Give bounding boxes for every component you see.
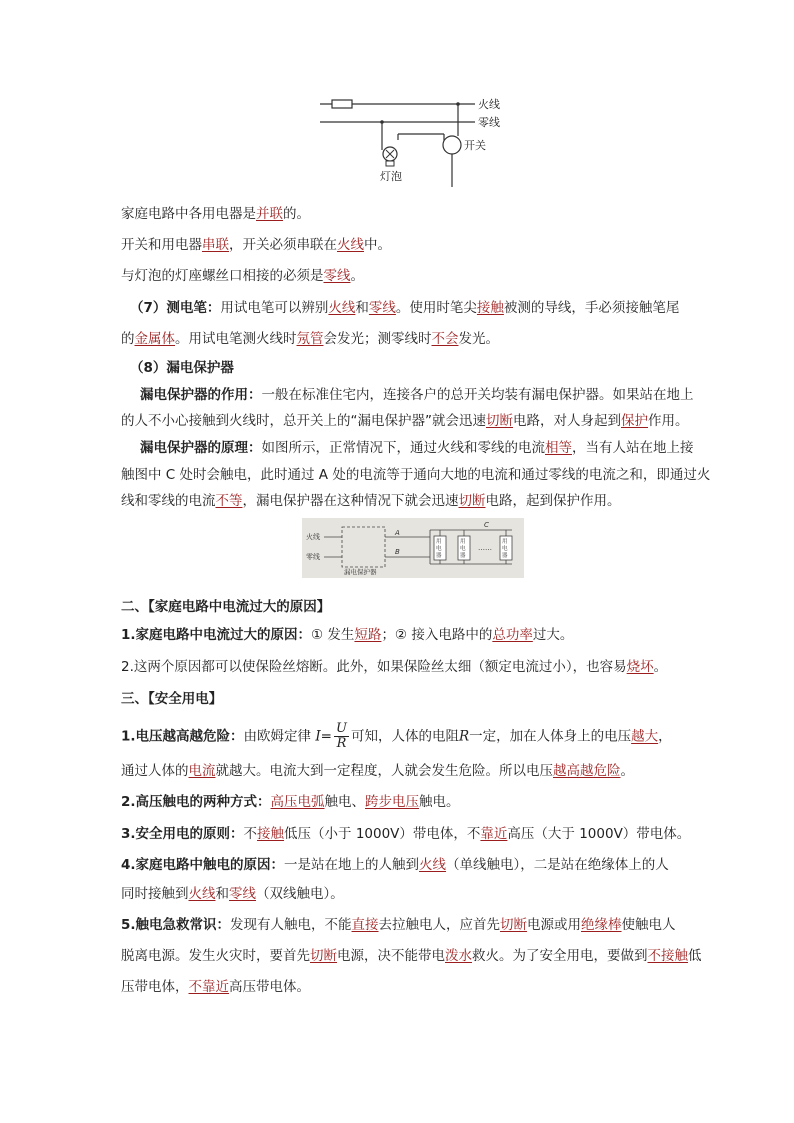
text: 低压（小于 1000V）带电体，不: [284, 826, 481, 842]
paragraph-fuse: [121, 656, 695, 678]
answer-text: 切断: [486, 413, 513, 429]
paragraph-parallel: [121, 203, 695, 225]
heading: 1.电压越高越危险：: [121, 728, 244, 745]
heading: 5.触电急救常识：: [121, 917, 231, 933]
answer-text: 火线: [419, 857, 447, 873]
text: ，开关必须串联在: [229, 237, 337, 253]
appliance-label: 电: [436, 546, 442, 552]
text: （单线触电），二是站在绝缘体上的人: [446, 857, 669, 873]
text: 。使用时笔尖: [395, 300, 477, 316]
text: 发光。: [458, 331, 499, 347]
text: 作用。: [648, 413, 689, 429]
text: 家庭电路中各用电器是: [121, 206, 256, 222]
text: 和: [355, 300, 369, 316]
bulb-symbol: [383, 147, 397, 166]
answer-text: 金属体: [134, 331, 175, 347]
answer-text: 接触: [257, 826, 285, 842]
paragraph-safety-principle: [121, 823, 695, 845]
bulb-label: 灯泡: [380, 170, 402, 183]
answer-text: 跨步电压: [365, 794, 420, 810]
answer-text: 零线: [229, 886, 256, 902]
text: 的人不小心接触到火线时，总开关上的“漏电保护器”就会迅速: [121, 413, 486, 429]
paragraph-protector-principle: [140, 437, 714, 459]
paragraph-first-aid: [121, 914, 695, 936]
answer-text: 直接: [351, 917, 379, 933]
answer-text: 泼水: [445, 948, 472, 964]
answer-text: 不接触: [647, 948, 688, 964]
heading: 漏电保护器的作用：: [140, 387, 262, 403]
text: 线和零线的电流: [121, 493, 216, 509]
answer-text: 零线: [323, 268, 351, 284]
heading: 3.安全用电的原则：: [121, 826, 244, 842]
text: 电路，对人身起到: [513, 413, 621, 429]
answer-text: 零线: [368, 300, 396, 316]
paragraph-first-aid-cont: [121, 945, 702, 967]
text: 过大。: [532, 627, 574, 643]
answer-text: 靠近: [480, 826, 508, 842]
appliance-label: 用: [502, 539, 508, 545]
equation-symbol: =: [320, 728, 332, 745]
answer-text: 火线: [188, 886, 216, 902]
leakage-protector-diagram: [302, 518, 524, 578]
appliance-label: 用: [460, 539, 466, 545]
answer-text: 电流: [188, 763, 216, 779]
paragraph-current-causes: [121, 624, 695, 646]
switch-symbol: [443, 136, 461, 154]
text: 就越大。电流大到一定程度，人就会发生危险。所以电压: [215, 763, 553, 779]
text: 中。: [364, 237, 391, 253]
section-title-current-too-large: 二、【家庭电路中电流过大的原因】: [121, 599, 331, 615]
answer-text: 切断: [310, 948, 337, 964]
answer-text: 不会: [431, 331, 459, 347]
text: 触图中 C 处时会触电，此时通过 A 处的电流等于通向大地的电流和通过零线的电流之和，即通过火: [121, 467, 711, 483]
text: 不: [243, 826, 258, 842]
subheading-leakage-protector: （8）漏电保护器: [130, 360, 234, 376]
fraction-denominator: R: [336, 736, 347, 751]
point-c-label: C: [484, 521, 489, 529]
text: 用试电笔可以辨别: [220, 300, 329, 316]
answer-text: 切断: [500, 917, 528, 933]
answer-text: 越大: [631, 728, 659, 745]
paragraph-voltage-danger: [121, 722, 695, 751]
heading: 4.家庭电路中触电的原因：: [121, 857, 285, 873]
answer-text: 烧坏: [626, 659, 654, 675]
text: 救火。为了安全用电，要做到: [472, 948, 648, 964]
text: 高压（大于 1000V）带电体。: [507, 826, 691, 842]
text: 发现有人触电，不能: [230, 917, 352, 933]
text: 触电。: [419, 794, 460, 810]
answer-text: 总功率: [492, 627, 533, 643]
fire-wire-label: 火线: [306, 533, 320, 541]
text: 通过人体的: [121, 763, 189, 779]
heading: 2.高压触电的两种方式：: [121, 794, 271, 810]
answer-text: 并联: [256, 206, 283, 222]
appliance-label: 器: [436, 553, 442, 559]
equation-symbol: R: [458, 728, 470, 745]
paragraph-first-aid-cont2: [121, 976, 695, 998]
answer-text: 绝缘棒: [581, 917, 622, 933]
point-a-label: A: [395, 529, 400, 537]
text: ；② 接入电路中的: [381, 627, 493, 643]
fire-wire-label: 火线: [478, 98, 500, 111]
paragraph-lamp-socket: [121, 265, 695, 287]
answer-text: 火线: [337, 237, 364, 253]
neutral-wire-label: 零线: [478, 116, 500, 129]
paragraph-protector-principle-cont2: [121, 490, 695, 512]
appliance-label: 用: [436, 539, 442, 545]
answer-text: 串联: [202, 237, 229, 253]
text: 低: [688, 948, 702, 964]
text: 。: [350, 268, 364, 284]
text: ，: [658, 728, 672, 745]
text: 。: [653, 659, 668, 675]
protector-label: 漏电保护器: [344, 568, 377, 576]
text: 被测的导线，手必须接触笔尾: [503, 300, 680, 316]
text: 开关和用电器: [121, 237, 202, 253]
fraction-numerator: U: [335, 721, 347, 736]
paragraph-shock-causes-cont: [121, 883, 695, 905]
text: 。用试电笔测火线时: [175, 331, 297, 347]
text: 一般在标准住宅内，连接各户的总开关均装有漏电保护器。如果站在地上: [261, 387, 694, 403]
heading: 1.家庭电路中电流过大的原因：: [121, 627, 312, 643]
appliance-label: 电: [460, 546, 466, 552]
text: 压带电体，: [121, 979, 189, 995]
point-b-label: B: [395, 548, 400, 556]
text: 的: [121, 331, 135, 347]
appliance-label: 电: [502, 546, 508, 552]
text: 一定，加在人体身上的电压: [469, 728, 632, 745]
appliance-label: 器: [502, 553, 508, 559]
text: 脱离电源。发生火灾时，要首先: [121, 948, 310, 964]
appliance-label: 器: [460, 553, 466, 559]
text: 电源或用: [527, 917, 582, 933]
answer-text: 火线: [328, 300, 356, 316]
fuse-symbol: [332, 100, 352, 108]
answer-text: 氖管: [296, 331, 324, 347]
lamp-switch-circuit-diagram: [310, 92, 530, 192]
paragraph-shock-causes: [121, 854, 695, 876]
text: 会发光；测零线时: [323, 331, 432, 347]
answer-text: 高压电弧: [270, 794, 325, 810]
text: （双线触电）。: [256, 886, 344, 902]
neutral-wire-label: 零线: [306, 553, 320, 561]
text: ① 发生: [311, 627, 355, 643]
text: 触电、: [324, 794, 366, 810]
switch-label: 开关: [464, 139, 486, 152]
answer-text: 越高越危险: [553, 763, 621, 779]
text: 。: [620, 763, 634, 779]
paragraph-protector-function: [140, 384, 714, 406]
paragraph-protector-function-cont: [121, 410, 695, 432]
answer-text: 短路: [354, 627, 382, 643]
paragraph-voltage-danger-cont: [121, 760, 695, 782]
text: 电源，决不能带电: [337, 948, 445, 964]
ellipsis-text: ……: [478, 544, 492, 552]
heading: 漏电保护器的原理：: [140, 440, 262, 456]
answer-text: 不靠近: [188, 979, 229, 995]
text: ，漏电保护器在这种情况下就会迅速: [242, 493, 459, 509]
text: 与灯泡的灯座螺丝口相接的必须是: [121, 268, 324, 284]
text: 由欧姆定律: [243, 728, 312, 745]
text: 的。: [283, 206, 310, 222]
paragraph-switch-series: [121, 234, 695, 256]
ohm-law-fraction: [334, 722, 349, 751]
paragraph-test-pen: [130, 297, 704, 319]
text: 一是站在地上的人触到: [284, 857, 420, 873]
answer-text: 切断: [458, 493, 486, 509]
equation-symbol: I: [315, 728, 321, 745]
heading: （7）测电笔：: [130, 300, 221, 316]
paragraph-protector-principle-cont: [121, 464, 711, 486]
text: 电路，起到保护作用。: [485, 493, 621, 509]
text: ，当有人站在地上接: [572, 440, 694, 456]
answer-text: 相等: [545, 440, 572, 456]
text: 使触电人: [621, 917, 676, 933]
text: 如图所示，正常情况下，通过火线和零线的电流: [261, 440, 545, 456]
text: 2.这两个原因都可以使保险丝熔断。此外，如果保险丝太细（额定电流过小），也容易: [121, 659, 627, 675]
text: 去拉触电人，应首先: [378, 917, 501, 933]
section-title-safety: 三、【安全用电】: [121, 691, 223, 707]
answer-text: 保护: [621, 413, 648, 429]
answer-text: 接触: [476, 300, 504, 316]
text: 同时接触到: [121, 886, 189, 902]
text: 高压带电体。: [229, 979, 310, 995]
text: 可知，人体的电阻: [350, 728, 459, 745]
paragraph-high-voltage-shock: [121, 791, 695, 813]
answer-text: 不等: [215, 493, 243, 509]
paragraph-test-pen-cont: [121, 328, 695, 350]
text: 和: [215, 886, 229, 902]
